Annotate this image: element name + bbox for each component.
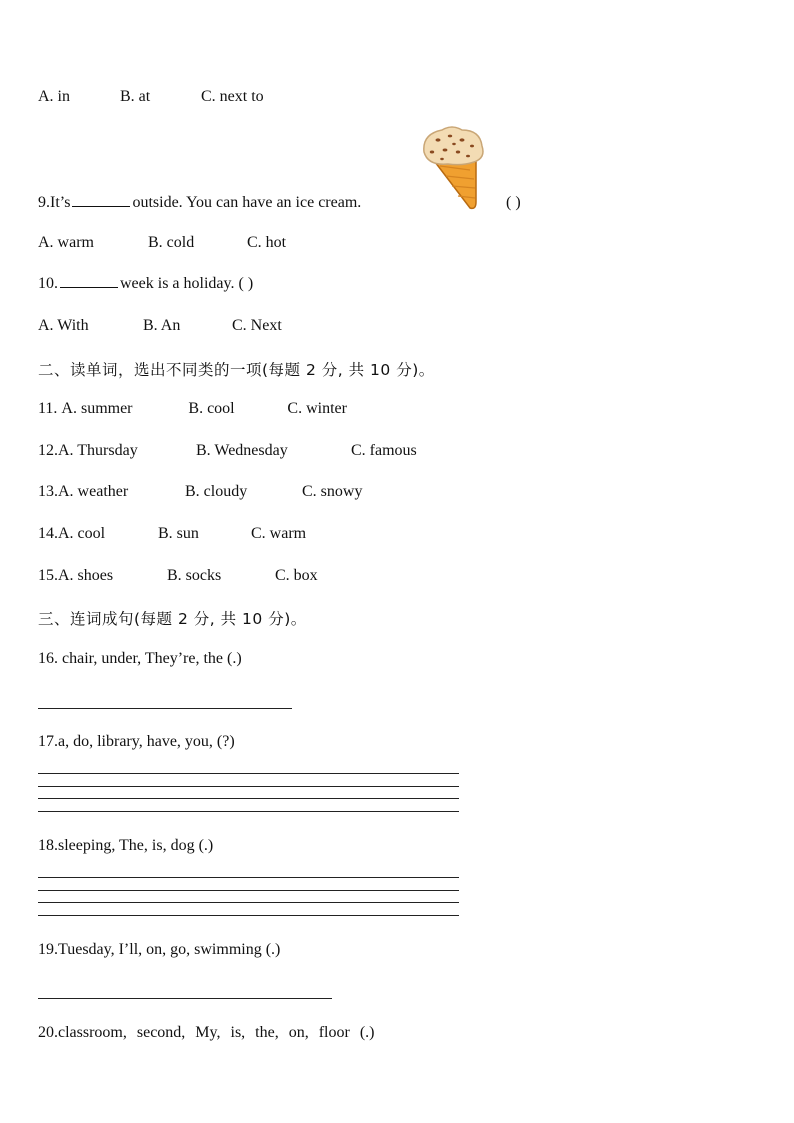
q10-option-c[interactable]: C. Next: [232, 317, 282, 334]
q18-answer-line-2[interactable]: [38, 890, 459, 891]
q10-options: [38, 317, 282, 335]
q17-words: 17.a, do, library, have, you, (?): [38, 733, 235, 750]
section2-title: 二、读单词，选出不同类的一项(每题 2 分, 共 10 分)。: [38, 361, 435, 379]
q18-answer-line-3[interactable]: [38, 902, 459, 903]
q9-option-b[interactable]: B. cold: [148, 234, 195, 251]
question-row: 15.A. shoes B. socks C. box: [38, 567, 318, 584]
q17-answer-line-1[interactable]: [38, 773, 459, 774]
q20-words: 20.classroom, second, My, is, the, on, floor (.): [38, 1024, 375, 1041]
q8-option-b[interactable]: B. at: [120, 88, 151, 105]
q10-stem: 10. week is a holiday. ( ): [38, 275, 254, 292]
q10-blank[interactable]: [60, 286, 118, 288]
q18-words: 18.sleeping, The, is, dog (.): [38, 837, 214, 854]
question-row: 12.A. Thursday B. Wednesday C. famous: [38, 442, 417, 459]
q9-option-a[interactable]: A. warm: [38, 234, 94, 251]
ice-cream-icon: [418, 124, 490, 214]
q14-option-a[interactable]: A. cool: [58, 525, 106, 542]
q9-option-c[interactable]: C. hot: [247, 234, 287, 251]
q15-option-b[interactable]: B. socks: [167, 567, 222, 584]
q14-option-c[interactable]: C. warm: [251, 525, 307, 542]
section3-title: 三、连词成句(每题 2 分, 共 10 分)。: [38, 610, 307, 628]
q9-options: [38, 234, 286, 252]
q11-option-a[interactable]: A. summer: [61, 400, 133, 417]
question-row: 14.A. cool B. sun C. warm: [38, 525, 307, 542]
q18-answer-line-4[interactable]: [38, 915, 459, 916]
q17-answer-line-2[interactable]: [38, 786, 459, 787]
q8-option-a[interactable]: A. in: [38, 88, 70, 105]
question-row: 13.A. weather B. cloudy C. snowy: [38, 483, 363, 500]
q13-option-c[interactable]: C. snowy: [302, 483, 363, 500]
q13-option-b[interactable]: B. cloudy: [185, 483, 248, 500]
q9-blank[interactable]: [72, 205, 130, 207]
q8-option-c[interactable]: C. next to: [201, 88, 264, 105]
q10-option-b[interactable]: B. An: [143, 317, 181, 334]
q19-words: 19.Tuesday, I’ll, on, go, swimming (.): [38, 941, 281, 958]
q9-answer-paren[interactable]: ( ): [506, 194, 521, 211]
q10-option-a[interactable]: A. With: [38, 317, 89, 334]
question-row: 11. A. summer B. cool C. winter: [38, 400, 347, 417]
q15-option-a[interactable]: A. shoes: [58, 567, 114, 584]
q15-option-c[interactable]: C. box: [275, 567, 318, 584]
q12-option-c[interactable]: C. famous: [351, 442, 417, 459]
q11-option-c[interactable]: C. winter: [287, 400, 347, 417]
q17-answer-line-3[interactable]: [38, 798, 459, 799]
q11-option-b[interactable]: B. cool: [188, 400, 235, 417]
q16-answer-line[interactable]: [38, 708, 292, 709]
q12-option-b[interactable]: B. Wednesday: [196, 442, 288, 459]
q19-answer-line[interactable]: [38, 998, 332, 999]
q14-option-b[interactable]: B. sun: [158, 525, 199, 542]
q13-option-a[interactable]: A. weather: [58, 483, 129, 500]
q8-options: [38, 88, 264, 106]
q17-answer-line-4[interactable]: [38, 811, 459, 812]
q9-stem: 9.It’s outside. You can have an ice cream.: [38, 194, 362, 211]
q18-answer-line-1[interactable]: [38, 877, 459, 878]
q16-words: 16. chair, under, They’re, the (.): [38, 650, 242, 667]
q12-option-a[interactable]: A. Thursday: [58, 442, 138, 459]
